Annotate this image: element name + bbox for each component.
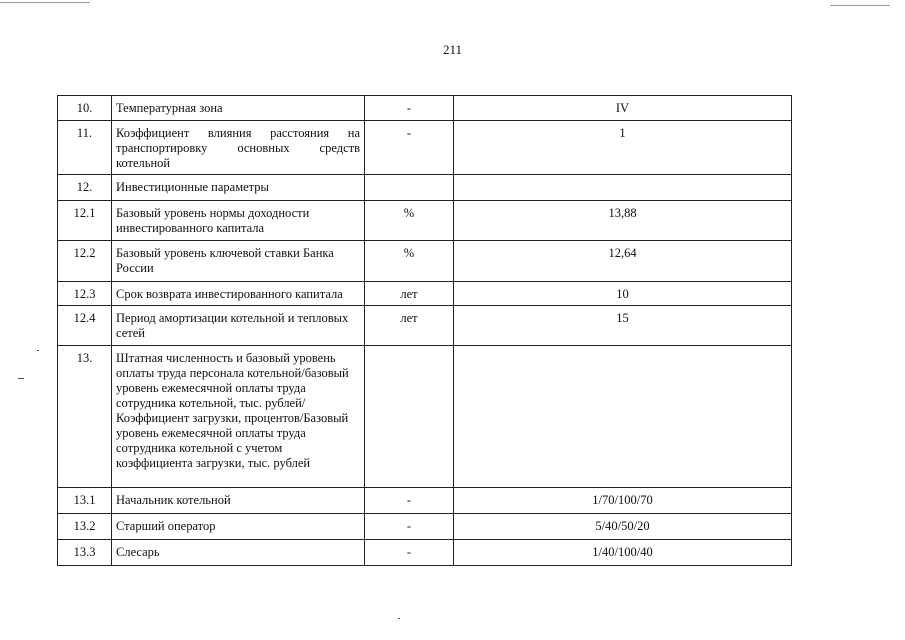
row-value xyxy=(454,346,792,488)
row-name: Период амортизации котельной и тепловых сетей xyxy=(112,306,365,346)
row-value: 1/40/100/40 xyxy=(454,540,792,566)
row-name: Начальник котельной xyxy=(112,488,365,514)
row-number: 12.2 xyxy=(58,241,112,282)
parameters-table xyxy=(57,95,792,566)
table-row xyxy=(58,514,792,540)
row-value: 12,64 xyxy=(454,241,792,282)
row-value: 10 xyxy=(454,282,792,306)
row-value: 1 xyxy=(454,121,792,175)
table-row xyxy=(58,282,792,306)
page-number: 211 xyxy=(442,42,463,57)
table-row xyxy=(58,121,792,175)
row-value: 15 xyxy=(454,306,792,346)
row-name: Срок возврата инвестированного капитала xyxy=(112,282,365,306)
row-unit xyxy=(365,175,454,201)
row-unit: - xyxy=(365,488,454,514)
table-row xyxy=(58,306,792,346)
row-value: 5/40/50/20 xyxy=(454,514,792,540)
row-number: 13.2 xyxy=(58,514,112,540)
row-value: 13,88 xyxy=(454,201,792,241)
row-number: 12.3 xyxy=(58,282,112,306)
table-row xyxy=(58,201,792,241)
row-name-line: Коэффициент влияния расстояния на xyxy=(116,126,360,140)
row-number: 12.4 xyxy=(58,306,112,346)
row-unit: лет xyxy=(365,282,454,306)
table-row xyxy=(58,488,792,514)
row-name: Инвестиционные параметры xyxy=(112,175,365,201)
row-unit: - xyxy=(365,96,454,121)
row-name: Старший оператор xyxy=(112,514,365,540)
row-number: 13.1 xyxy=(58,488,112,514)
table-row xyxy=(58,96,792,121)
row-name: Базовый уровень ключевой ставки Банка России xyxy=(112,241,365,282)
row-value: 1/70/100/70 xyxy=(454,488,792,514)
row-number: 12.1 xyxy=(58,201,112,241)
row-number: 11. xyxy=(58,121,112,175)
row-name: Температурная зона xyxy=(112,96,365,121)
table-row xyxy=(58,540,792,566)
row-unit: лет xyxy=(365,306,454,346)
scan-speck xyxy=(398,618,400,619)
row-name-line: котельной xyxy=(116,156,171,170)
row-unit: - xyxy=(365,121,454,175)
row-name: Штатная численность и базовый уровень оплаты труда персонала котельной/базовый уровень ежемесячной оплаты труда сотрудника котельной, тыс. рублей/Коэффициент загрузки, процентов/Базовый уровень ежемесячной оплаты труда сотрудника котельной с учетом коэффициента загрузки, тыс. рублей xyxy=(112,346,365,488)
row-number: 13. xyxy=(58,346,112,488)
row-unit xyxy=(365,346,454,488)
row-value xyxy=(454,175,792,201)
row-unit: - xyxy=(365,514,454,540)
row-value: IV xyxy=(454,96,792,121)
row-unit: % xyxy=(365,201,454,241)
row-unit: - xyxy=(365,540,454,566)
row-number: 13.3 xyxy=(58,540,112,566)
row-number: 10. xyxy=(58,96,112,121)
scan-speck xyxy=(18,378,24,379)
row-name: Базовый уровень нормы доходности инвестированного капитала xyxy=(112,201,365,241)
table-row xyxy=(58,346,792,488)
table-row xyxy=(58,241,792,282)
row-unit: % xyxy=(365,241,454,282)
scan-speck xyxy=(37,350,39,351)
scan-edge-line-left xyxy=(0,2,90,3)
row-name: Слесарь xyxy=(112,540,365,566)
scan-edge-line-right xyxy=(830,5,890,6)
row-name-line: транспортировку основных средств xyxy=(116,141,360,155)
row-number: 12. xyxy=(58,175,112,201)
row-name xyxy=(112,121,365,175)
table-row xyxy=(58,175,792,201)
